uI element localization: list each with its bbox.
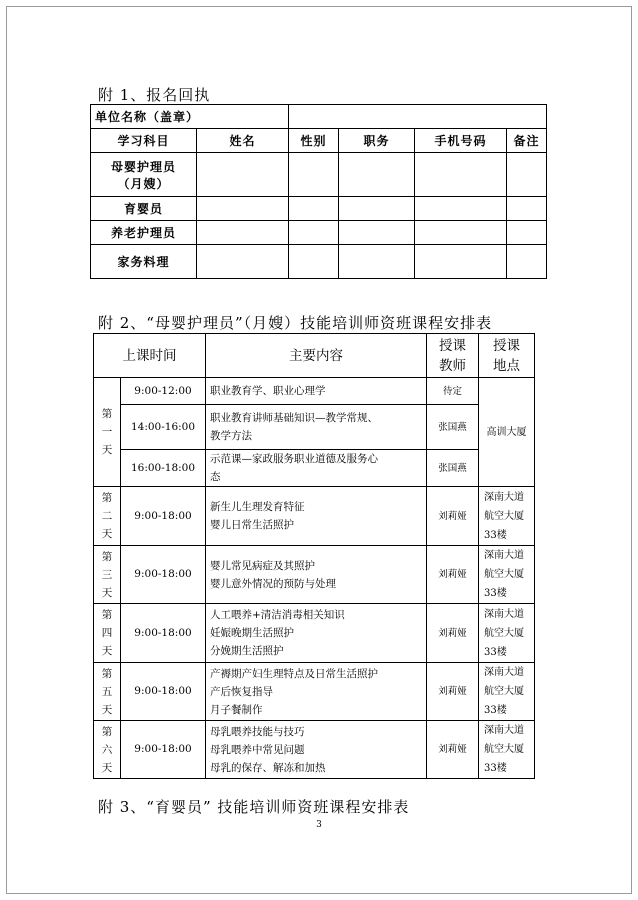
text-line: 教学方法	[210, 430, 252, 442]
day-label	[94, 487, 121, 546]
subject-row	[91, 221, 547, 245]
text-line: 养老护理员	[110, 226, 176, 240]
session-teacher: 刘莉娅	[427, 487, 479, 546]
text-line: 天	[101, 586, 113, 599]
text-line: 33楼	[484, 763, 507, 774]
session-location	[479, 663, 535, 721]
text-line: 航空大厦	[484, 744, 524, 755]
session-teacher: 刘莉娅	[427, 663, 479, 721]
input-cell[interactable]	[289, 245, 339, 279]
header-content: 主要内容	[206, 334, 427, 378]
unit-name-field[interactable]	[289, 105, 547, 129]
appendix2-title: 附 2、“母婴护理员”（月嫂）技能培训师资班课程安排表	[98, 314, 493, 332]
registration-form-table	[90, 104, 547, 279]
text-line: 月子餐制作	[210, 703, 263, 716]
text-line: 第	[101, 408, 113, 420]
input-cell[interactable]	[339, 245, 415, 279]
text-line: 三	[101, 568, 113, 581]
session-location	[479, 378, 535, 487]
session-time: 9:00-18:00	[121, 487, 206, 546]
appendix3-title: 附 3、“育婴员” 技能培训师资班课程安排表	[98, 798, 410, 816]
input-cell[interactable]	[289, 221, 339, 245]
schedule-row	[94, 663, 535, 721]
session-teacher: 刘莉娅	[427, 721, 479, 779]
text-line: 六	[101, 743, 113, 756]
text-line: 家务料理	[117, 255, 170, 269]
subject-label	[91, 221, 197, 245]
text-line: 母乳喂养技能与技巧	[210, 725, 305, 738]
text-line: 职业教育讲师基础知识—教学常规、	[210, 412, 378, 424]
session-teacher: 刘莉娅	[427, 546, 479, 604]
header-location: 授课 地点	[479, 334, 535, 378]
schedule-row	[94, 604, 535, 663]
session-content	[206, 546, 427, 604]
session-content	[206, 378, 427, 405]
header-cell: 职务	[339, 129, 415, 153]
text-line: 五	[101, 685, 113, 698]
text-line: 态	[210, 471, 221, 483]
session-teacher: 待定	[427, 378, 479, 405]
header-cell: 备注	[507, 129, 547, 153]
input-cell[interactable]	[415, 153, 507, 197]
session-content	[206, 663, 427, 721]
text-line: 天	[101, 444, 113, 456]
course-schedule-table	[93, 333, 535, 779]
text-line: 第	[101, 667, 113, 680]
input-cell[interactable]	[415, 221, 507, 245]
input-cell[interactable]	[339, 221, 415, 245]
session-time: 9:00-18:00	[121, 546, 206, 604]
session-content	[206, 721, 427, 779]
text-line: 深南大道	[484, 491, 524, 503]
session-content	[206, 450, 427, 487]
table-header-row	[91, 129, 547, 153]
text-line: 妊娠晚期生活照护	[210, 627, 294, 639]
input-cell[interactable]	[197, 153, 289, 197]
text-line: 婴儿意外情况的预防与处理	[210, 577, 336, 590]
day-label	[94, 378, 121, 487]
input-cell[interactable]	[289, 197, 339, 221]
page-number: 3	[316, 820, 322, 830]
session-location	[479, 721, 535, 779]
session-content	[206, 487, 427, 546]
input-cell[interactable]	[339, 197, 415, 221]
schedule-row	[94, 487, 535, 546]
text-line: 分娩期生活照护	[210, 645, 284, 657]
text-line: 高训大厦	[486, 426, 527, 438]
text-line: 天	[101, 703, 113, 716]
session-teacher: 刘莉娅	[427, 604, 479, 663]
session-time: 9:00-18:00	[121, 663, 206, 721]
text-line: 婴儿常见病症及其照护	[210, 559, 315, 572]
appendix1-title: 附 1、报名回执	[98, 86, 211, 104]
schedule-row	[94, 721, 535, 779]
schedule-row	[94, 450, 535, 487]
text-line: 婴儿日常生活照护	[210, 519, 294, 531]
input-cell[interactable]	[507, 153, 547, 197]
input-cell[interactable]	[507, 197, 547, 221]
input-cell[interactable]	[197, 245, 289, 279]
subject-label	[91, 197, 197, 221]
subject-label	[91, 153, 197, 197]
text-line: 产褥期产妇生理特点及日常生活照护	[210, 667, 378, 680]
subject-row	[91, 245, 547, 279]
text-line: 天	[101, 528, 113, 540]
subject-label	[91, 245, 197, 279]
session-time: 16:00-18:00	[121, 450, 206, 487]
input-cell[interactable]	[507, 245, 547, 279]
header-cell: 姓名	[197, 129, 289, 153]
input-cell[interactable]	[507, 221, 547, 245]
session-location	[479, 546, 535, 604]
text-line: 33楼	[484, 646, 507, 658]
session-location	[479, 604, 535, 663]
session-time: 9:00-18:00	[121, 721, 206, 779]
session-time: 9:00-12:00	[121, 378, 206, 405]
text-line: 示范课—家政服务职业道德及服务心	[210, 453, 378, 465]
text-line: 深南大道	[484, 725, 524, 736]
text-line: 航空大厦	[484, 627, 524, 639]
text-line: 天	[101, 645, 113, 657]
session-teacher: 张国燕	[427, 405, 479, 450]
text-line: 33楼	[484, 705, 507, 716]
session-time: 14:00-16:00	[121, 405, 206, 450]
input-cell[interactable]	[197, 221, 289, 245]
header-teacher: 授课 教师	[427, 334, 479, 378]
input-cell[interactable]	[289, 153, 339, 197]
unit-name-label: 单位名称（盖章）	[91, 105, 289, 129]
text-line: 母乳的保存、解冻和加热	[210, 761, 326, 774]
text-line: 人工喂养+清洁消毒相关知识	[210, 609, 345, 621]
input-cell[interactable]	[197, 197, 289, 221]
schedule-header-row	[94, 334, 535, 378]
text-line: 33楼	[484, 529, 507, 541]
header-cell: 学习科目	[91, 129, 197, 153]
text-line: 第	[101, 550, 113, 563]
day-label	[94, 721, 121, 779]
session-content	[206, 604, 427, 663]
text-line: 四	[101, 627, 113, 639]
text-line: 一	[101, 426, 113, 438]
day-label	[94, 546, 121, 604]
text-line: 航空大厦	[484, 510, 524, 522]
text-line: 育婴员	[123, 202, 163, 216]
session-content	[206, 405, 427, 450]
text-line: 新生儿生理发育特征	[210, 501, 305, 513]
text-line: 深南大道	[484, 608, 524, 620]
input-cell[interactable]	[339, 153, 415, 197]
text-line: 第	[101, 492, 113, 504]
session-teacher: 张国燕	[427, 450, 479, 487]
header-time: 上课时间	[94, 334, 206, 378]
input-cell[interactable]	[415, 245, 507, 279]
day-label	[94, 663, 121, 721]
text-line: （月嫂）	[117, 176, 170, 191]
day-label	[94, 604, 121, 663]
text-line: 天	[101, 761, 113, 774]
input-cell[interactable]	[415, 197, 507, 221]
subject-row	[91, 153, 547, 197]
schedule-row	[94, 378, 535, 405]
text-line: 产后恢复指导	[210, 685, 273, 698]
text-line: 航空大厦	[484, 686, 524, 697]
text-line: 33楼	[484, 588, 507, 599]
header-cell: 性别	[289, 129, 339, 153]
text-line: 二	[101, 510, 113, 522]
subject-row	[91, 197, 547, 221]
schedule-row	[94, 405, 535, 450]
session-location	[479, 487, 535, 546]
text-line: 母婴护理员	[110, 159, 176, 174]
schedule-row	[94, 546, 535, 604]
text-line: 母乳喂养中常见问题	[210, 743, 305, 756]
text-line: 航空大厦	[484, 569, 524, 580]
session-time: 9:00-18:00	[121, 604, 206, 663]
text-line: 职业教育学、职业心理学	[210, 385, 326, 397]
text-line: 第	[101, 609, 113, 621]
header-cell: 手机号码	[415, 129, 507, 153]
text-line: 深南大道	[484, 550, 524, 561]
text-line: 第	[101, 725, 113, 738]
text-line: 深南大道	[484, 667, 524, 678]
